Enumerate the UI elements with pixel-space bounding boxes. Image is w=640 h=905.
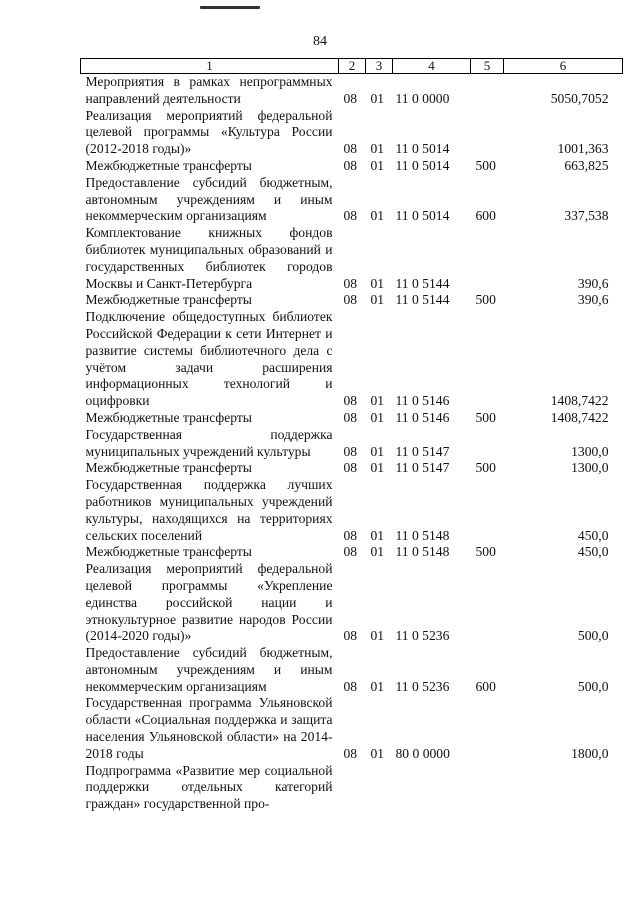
row-name: Подключение общедоступных библиотек Российской Федерации к сети Интернет и развитие системы библиотечного дела с учётом задачи расширения информационных технологий и оцифровки xyxy=(85,309,333,409)
subsection-code: 01 xyxy=(370,275,385,291)
target-article-code: 11 0 5014 xyxy=(395,157,450,173)
row-name: Предоставление субсидий бюджетным, автономным учреждениям и иным некоммерческим организациям xyxy=(85,174,333,224)
expense-type-code xyxy=(471,74,504,108)
row-name: Государственная поддержка муниципальных учреждений культуры xyxy=(85,426,333,459)
row-name: Межбюджетные трансферты xyxy=(85,292,252,308)
target-article-code: 11 0 5146 xyxy=(395,393,450,409)
amount: 1800,0 xyxy=(571,745,609,761)
subsection-code: 01 xyxy=(370,745,385,761)
subsection-code: 01 xyxy=(370,208,385,224)
budget-table xyxy=(80,58,623,813)
amount: 450,0 xyxy=(577,527,609,543)
section-code: 08 xyxy=(343,409,358,425)
target-article-code: 80 0 0000 xyxy=(395,745,450,761)
amount: 390,6 xyxy=(577,275,609,291)
target-article-code: 11 0 5236 xyxy=(395,678,450,694)
section-code: 08 xyxy=(343,208,358,224)
section-code: 08 xyxy=(343,460,358,476)
section-code: 08 xyxy=(343,393,358,409)
amount: 390,6 xyxy=(577,292,609,308)
amount: 1300,0 xyxy=(571,460,609,476)
row-name: Государственная программа Ульяновской области «Социальная поддержка и защита населения Ульяновской области» на 2014-2018 годы xyxy=(85,695,333,761)
row-name: Комплектование книжных фондов библиотек муниципальных образований и государственных библиотек городов Москвы и Санкт-Петербурга xyxy=(85,225,333,291)
section-code: 08 xyxy=(343,628,358,644)
expense-type-code xyxy=(471,695,504,762)
row-name: Межбюджетные трансферты xyxy=(85,544,252,560)
section-code: 08 xyxy=(343,90,358,106)
amount: 1001,363 xyxy=(557,141,609,157)
row-name: Предоставление субсидий бюджетным, автономным учреждениям и иным некоммерческим организациям xyxy=(85,645,333,694)
subsection-code: 01 xyxy=(370,157,385,173)
amount: 450,0 xyxy=(577,544,609,560)
expense-type-code xyxy=(471,427,504,461)
subsection-code: 01 xyxy=(370,544,385,560)
row-name: Государственная поддержка лучших работников муниципальных учреждений культуры, находящихся на территориях сельских поселений xyxy=(85,477,333,543)
target-article-code: 11 0 5147 xyxy=(395,443,450,459)
target-article-code: 11 0 5148 xyxy=(395,527,450,543)
section-code: 08 xyxy=(343,157,358,173)
amount: 337,538 xyxy=(564,208,609,224)
table-row xyxy=(81,561,623,645)
expense-type-code: 500 xyxy=(475,460,496,476)
header-cell: 3 xyxy=(366,59,393,74)
row-name: Межбюджетные трансферты xyxy=(85,460,252,476)
table-header-row xyxy=(81,59,623,74)
row-name: Подпрограмма «Развитие мер социальной поддержки отдельных категорий граждан» государственной про- xyxy=(85,762,333,812)
subsection-code: 01 xyxy=(370,393,385,409)
expense-type-code: 500 xyxy=(475,409,496,425)
table-row xyxy=(81,108,623,158)
amount: 500,0 xyxy=(577,678,609,694)
table-row xyxy=(81,410,623,427)
amount: 1300,0 xyxy=(571,443,609,459)
section-code: 08 xyxy=(343,292,358,308)
section-code: 08 xyxy=(343,745,358,761)
row-name: Межбюджетные трансферты xyxy=(85,157,252,173)
section-code: 08 xyxy=(343,275,358,291)
page-number: 84 xyxy=(313,34,327,49)
section-code: 08 xyxy=(343,678,358,694)
subsection-code: 01 xyxy=(370,628,385,644)
expense-type-code xyxy=(471,108,504,158)
scan-artifact xyxy=(200,6,260,9)
expense-type-code xyxy=(471,225,504,292)
row-name: Реализация мероприятий федеральной целевой программы «Укрепление единства российской нации и этнокультурное развитие народов России (2014-2020 годы)» xyxy=(85,561,333,644)
subsection-code: 01 xyxy=(370,527,385,543)
target-article-code: 11 0 5236 xyxy=(395,628,450,644)
header-cell: 6 xyxy=(504,59,623,74)
header-cell: 1 xyxy=(81,59,339,74)
expense-type-code: 500 xyxy=(475,157,496,173)
subsection-code: 01 xyxy=(370,460,385,476)
table-row xyxy=(81,695,623,762)
table-row xyxy=(81,74,623,108)
section-code: 08 xyxy=(343,527,358,543)
table-row xyxy=(81,544,623,561)
header-cell: 5 xyxy=(471,59,504,74)
section-code: 08 xyxy=(343,443,358,459)
amount xyxy=(504,763,623,813)
target-article-code: 11 0 5014 xyxy=(395,208,450,224)
table-row xyxy=(81,225,623,292)
expense-type-code: 600 xyxy=(475,208,496,224)
header-cell: 2 xyxy=(339,59,366,74)
table-row xyxy=(81,427,623,461)
subsection-code: 01 xyxy=(370,443,385,459)
subsection-code: 01 xyxy=(370,292,385,308)
subsection-code: 01 xyxy=(370,678,385,694)
expense-type-code xyxy=(471,477,504,544)
subsection-code: 01 xyxy=(370,141,385,157)
target-article-code: 11 0 5148 xyxy=(395,544,450,560)
amount: 1408,7422 xyxy=(550,393,609,409)
expense-type-code xyxy=(471,763,504,813)
section-code: 08 xyxy=(343,141,358,157)
table-row xyxy=(81,292,623,309)
amount: 663,825 xyxy=(564,157,609,173)
header-cell: 4 xyxy=(393,59,471,74)
target-article-code: 11 0 5014 xyxy=(395,141,450,157)
amount: 500,0 xyxy=(577,628,609,644)
table-row xyxy=(81,158,623,175)
row-name: Реализация мероприятий федеральной целевой программы «Культура России (2012-2018 годы)» xyxy=(85,107,333,157)
amount: 1408,7422 xyxy=(550,409,609,425)
target-article-code: 11 0 0000 xyxy=(395,90,450,106)
expense-type-code xyxy=(471,561,504,645)
section-code: 08 xyxy=(343,544,358,560)
table-row xyxy=(81,645,623,695)
subsection-code xyxy=(366,763,393,813)
section-code xyxy=(339,763,366,813)
target-article-code xyxy=(393,763,471,813)
expense-type-code xyxy=(471,309,504,410)
subsection-code: 01 xyxy=(370,90,385,106)
expense-type-code: 600 xyxy=(475,678,496,694)
row-name: Межбюджетные трансферты xyxy=(85,409,252,425)
subsection-code: 01 xyxy=(370,409,385,425)
table-row xyxy=(81,460,623,477)
target-article-code: 11 0 5147 xyxy=(395,460,450,476)
target-article-code: 11 0 5146 xyxy=(395,409,450,425)
target-article-code: 11 0 5144 xyxy=(395,292,450,308)
expense-type-code: 500 xyxy=(475,292,496,308)
row-name: Мероприятия в рамках непрограммных направлений деятельности xyxy=(85,74,333,106)
table-row xyxy=(81,763,623,813)
table-row xyxy=(81,309,623,410)
amount: 5050,7052 xyxy=(550,90,609,106)
table-row xyxy=(81,175,623,225)
expense-type-code: 500 xyxy=(475,544,496,560)
target-article-code: 11 0 5144 xyxy=(395,275,450,291)
table-row xyxy=(81,477,623,544)
